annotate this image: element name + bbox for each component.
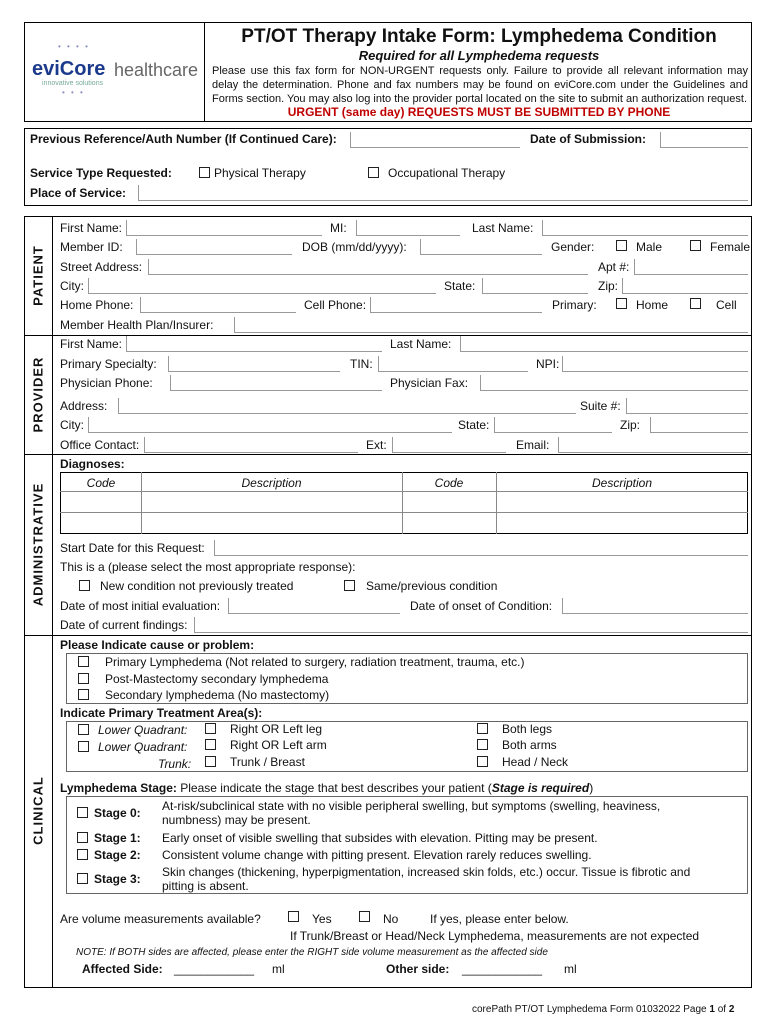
both-legs-checkbox[interactable] bbox=[477, 723, 488, 734]
stage-3-checkbox[interactable] bbox=[77, 873, 88, 884]
page-title: PT/OT Therapy Intake Form: Lymphedema Condition bbox=[241, 26, 717, 47]
npi-field[interactable] bbox=[562, 356, 748, 372]
date-submission-label: Date of Submission: bbox=[530, 132, 647, 146]
head-neck-checkbox[interactable] bbox=[477, 756, 488, 767]
prev-ref-label: Previous Reference/Auth Number (If Continued Care): bbox=[30, 132, 337, 146]
cause-checkbox-1[interactable] bbox=[78, 656, 89, 667]
provider-first-field[interactable] bbox=[126, 336, 382, 352]
cell-phone-field[interactable] bbox=[370, 297, 542, 313]
both-arms-checkbox[interactable] bbox=[477, 739, 488, 750]
trunk-breast-checkbox[interactable] bbox=[205, 756, 216, 767]
right-arm-checkbox[interactable] bbox=[205, 739, 216, 750]
lower-quadrant-1-checkbox[interactable] bbox=[78, 724, 89, 735]
stage-2-checkbox[interactable] bbox=[77, 849, 88, 860]
provider-last-field[interactable] bbox=[460, 336, 748, 352]
current-findings-field[interactable] bbox=[194, 617, 748, 633]
street-field[interactable] bbox=[148, 259, 588, 275]
volume-yes-checkbox[interactable] bbox=[288, 911, 299, 922]
male-checkbox[interactable] bbox=[616, 240, 627, 251]
home-phone-field[interactable] bbox=[140, 297, 296, 313]
member-id-field[interactable] bbox=[136, 239, 292, 255]
urgent-notice: URGENT (same day) REQUESTS MUST BE SUBMITTED BY PHONE bbox=[287, 105, 671, 119]
female-checkbox[interactable] bbox=[690, 240, 701, 251]
start-date-field[interactable] bbox=[214, 540, 748, 556]
cause-checkbox-2[interactable] bbox=[78, 673, 89, 684]
zip-field[interactable] bbox=[622, 278, 748, 294]
initial-eval-field[interactable] bbox=[228, 598, 400, 614]
tin-field[interactable] bbox=[378, 356, 528, 372]
prev-ref-field[interactable] bbox=[350, 132, 520, 148]
patient-section-label: PATIENT bbox=[30, 245, 46, 306]
stage-1-checkbox[interactable] bbox=[77, 832, 88, 843]
subtitle: Required for all Lymphedema requests bbox=[358, 48, 600, 63]
email-field[interactable] bbox=[558, 437, 748, 453]
suite-field[interactable] bbox=[626, 398, 748, 414]
provider-city-field[interactable] bbox=[88, 417, 452, 433]
primary-cell-checkbox[interactable] bbox=[690, 298, 701, 309]
physician-fax-field[interactable] bbox=[480, 375, 748, 391]
provider-address-field[interactable] bbox=[118, 398, 576, 414]
provider-zip-field[interactable] bbox=[650, 417, 748, 433]
plan-field[interactable] bbox=[234, 317, 748, 333]
stage-0-checkbox[interactable] bbox=[77, 807, 88, 818]
volume-no-checkbox[interactable] bbox=[359, 911, 370, 922]
date-submission-field[interactable] bbox=[660, 132, 748, 148]
patient-last-field[interactable] bbox=[542, 220, 748, 236]
right-leg-checkbox[interactable] bbox=[205, 723, 216, 734]
place-label: Place of Service: bbox=[30, 186, 127, 200]
primary-home-checkbox[interactable] bbox=[616, 298, 627, 309]
patient-first-field[interactable] bbox=[126, 220, 322, 236]
service-type-label: Service Type Requested: bbox=[30, 166, 172, 180]
ot-checkbox[interactable] bbox=[368, 167, 379, 178]
footer: corePath PT/OT Lymphedema Form 01032022 Page 1 of 2 bbox=[472, 1004, 735, 1015]
city-field[interactable] bbox=[88, 278, 436, 294]
provider-state-field[interactable] bbox=[494, 417, 612, 433]
state-field[interactable] bbox=[482, 278, 588, 294]
admin-section-label: ADMINISTRATIVE bbox=[30, 482, 46, 607]
place-field[interactable] bbox=[138, 185, 748, 201]
office-contact-field[interactable] bbox=[144, 437, 358, 453]
affected-side-field[interactable]: ____________ bbox=[174, 962, 255, 976]
provider-section-label: PROVIDER bbox=[30, 356, 46, 433]
physician-phone-field[interactable] bbox=[170, 375, 382, 391]
onset-field[interactable] bbox=[562, 598, 748, 614]
same-condition-checkbox[interactable] bbox=[344, 580, 355, 591]
stage-instructions: Lymphedema Stage: Please indicate the stage that best describes your patient (Stage is required) bbox=[60, 781, 594, 795]
new-condition-checkbox[interactable] bbox=[79, 580, 90, 591]
specialty-field[interactable] bbox=[168, 356, 340, 372]
clinical-section-label: CLINICAL bbox=[30, 776, 46, 845]
other-side-field[interactable]: ____________ bbox=[462, 962, 543, 976]
dob-field[interactable] bbox=[420, 239, 542, 255]
patient-mi-field[interactable] bbox=[356, 220, 460, 236]
logo: • • • • eviCore healthcare innovative solutions • • • bbox=[32, 42, 199, 97]
cause-checkbox-3[interactable] bbox=[78, 689, 89, 700]
pt-checkbox[interactable] bbox=[199, 167, 210, 178]
ext-field[interactable] bbox=[392, 437, 506, 453]
logo-dots-icon: • • • • bbox=[58, 42, 90, 51]
apt-field[interactable] bbox=[634, 259, 748, 275]
lower-quadrant-2-checkbox[interactable] bbox=[78, 741, 89, 752]
intro-text: Please use this fax form for NON-URGENT requests only. Failure to provide all relevant information may delay the determination. Phone and fax numbers may be found on eviCore.com under the Guidelines and Forms section. You may also log into the provider portal located on the site to submit an authorization request. bbox=[212, 65, 748, 105]
